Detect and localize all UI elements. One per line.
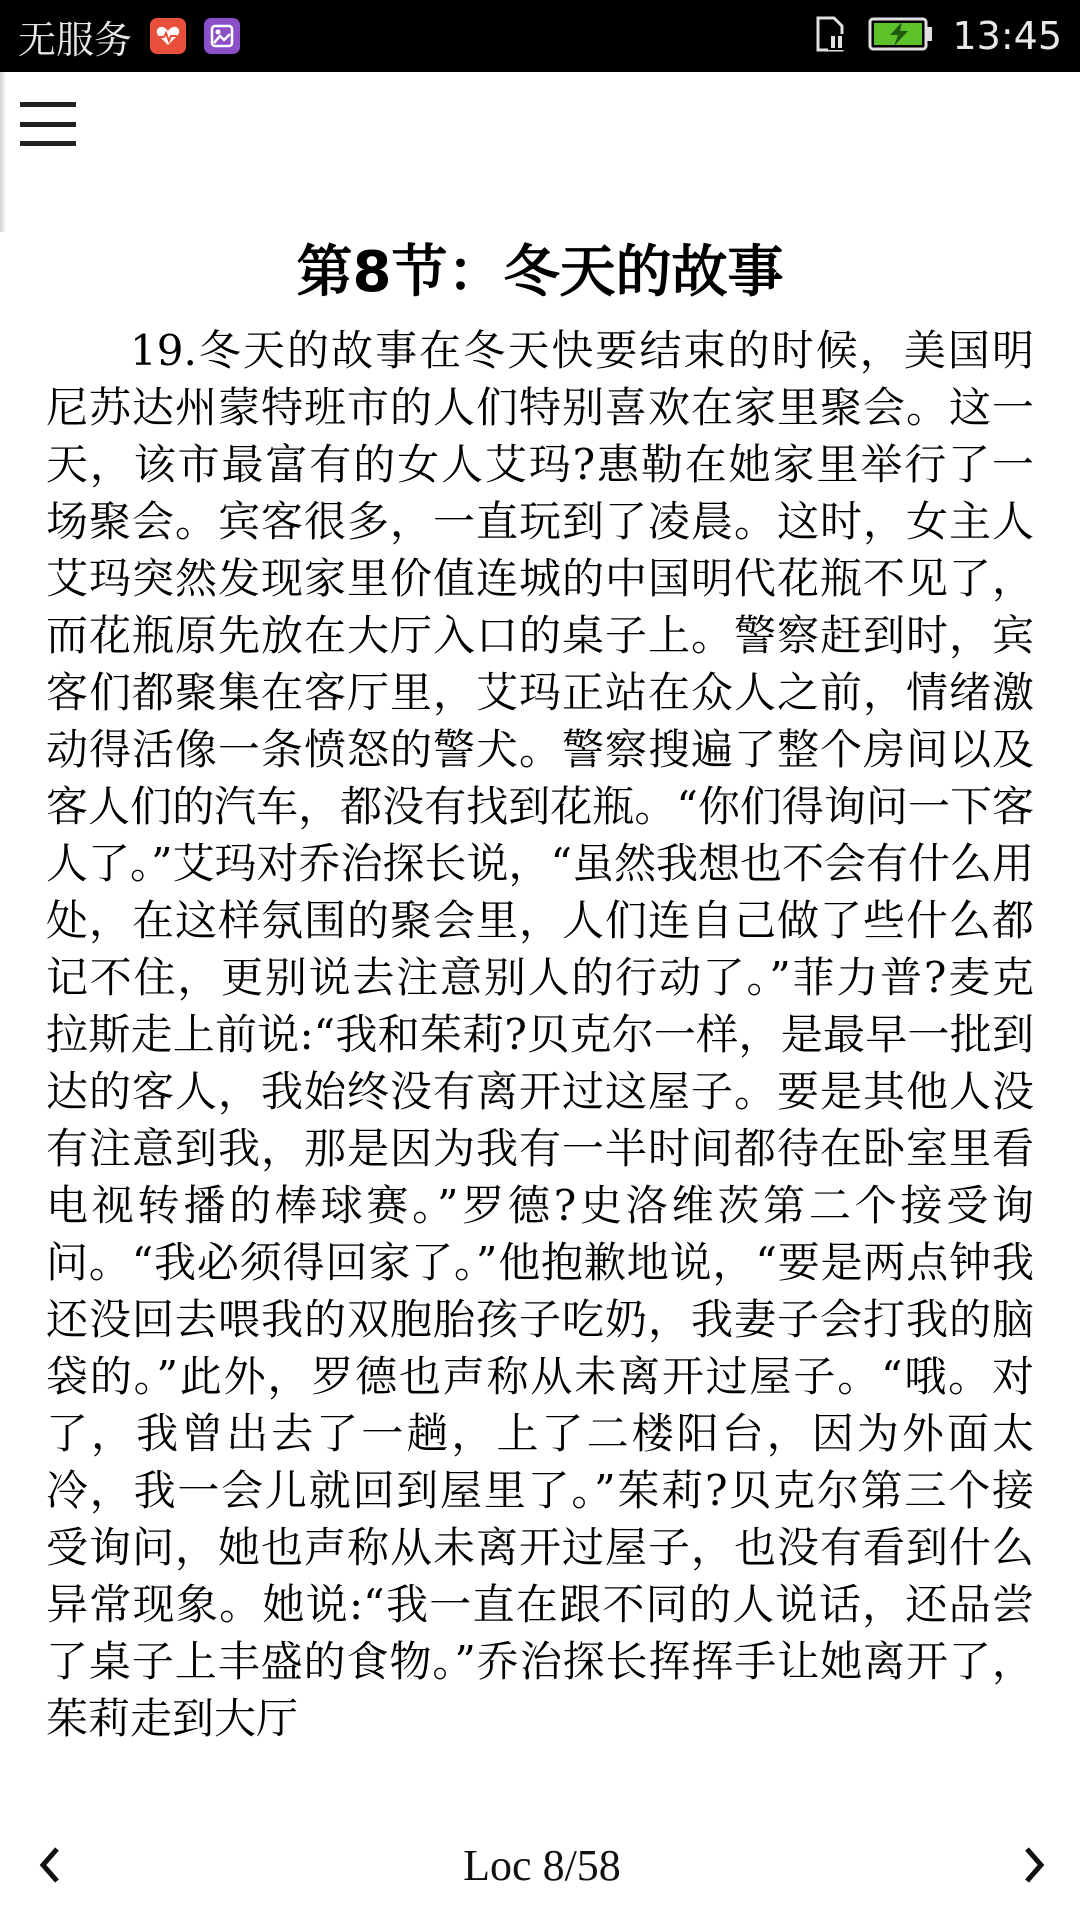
health-app-icon xyxy=(150,18,186,54)
location-indicator: Loc 8/58 xyxy=(463,1840,621,1890)
carrier-label: 无服务 xyxy=(18,17,133,62)
clock: 13:45 xyxy=(952,14,1062,58)
menu-bar-line xyxy=(20,141,76,146)
sim-card-icon xyxy=(810,14,850,58)
menu-bar-line xyxy=(20,122,76,127)
chapter-body-text: 19.冬天的故事在冬天快要结束的时候，美国明尼苏达州蒙特班市的人们特别喜欢在家里聚会。这一天，该市最富有的女人艾玛?惠勒在她家里举行了一场聚会。宾客很多，一直玩到了凌晨。这时，女主人艾玛突然发现家里价值连城的中国明代花瓶不见了，而花瓶原先放在大厅入口的桌子上。警察赶到时，宾客们都聚集在客厅里，艾玛正站在众人之前，情绪激动得活像一条愤怒的警犬。警察搜遍了整个房间以及客人们的汽车，都没有找到花瓶。“你们得询问一下客人了。”艾玛对乔治探长说，“虽然我想也不会有什么用处，在这样氛围的聚会里，人们连自己做了些什么都记不住，更别说去注意别人的行动了。”菲力普?麦克拉斯走上前说:“我和茱莉?贝克尔一样，是最早一批到达的客人，我始终没有离开过这屋子。要是其他人没有注意到我，那是因为我有一半时间都待在卧室里看电视转播的棒球赛。”罗德?史洛维茨第二个接受询问。“我必须得回家了。”他抱歉地说，“要是两点钟我还没回去喂我的双胞胎孩子吃奶，我妻子会打我的脑袋的。”此外，罗德也声称从未离开过屋子。“哦。对了，我曾出去了一趟，上了二楼阳台，因为外面太冷，我一会儿就回到屋里了。”茱莉?贝克尔第三个接受询问，她也声称从未离开过屋子，也没有看到什么异常现象。她说:“我一直在跟不同的人说话，还品尝了桌子上丰盛的食物。”乔治探长挥挥手让她离开了，茱莉走到大厅 xyxy=(46,326,1034,1743)
chapter-title: 第8节：冬天的故事 xyxy=(296,240,784,305)
drawer-edge-shadow xyxy=(0,72,6,232)
page-navigation-bar xyxy=(0,1830,1080,1900)
status-bar xyxy=(0,0,1080,72)
chevron-left-icon[interactable] xyxy=(30,1840,70,1890)
hamburger-menu-icon[interactable] xyxy=(18,100,78,148)
status-bar-left xyxy=(18,9,240,64)
menu-bar-line xyxy=(20,102,76,107)
status-bar-right xyxy=(810,14,1062,58)
gallery-app-icon xyxy=(204,18,240,54)
battery-charging-icon xyxy=(868,16,934,56)
chevron-right-icon[interactable] xyxy=(1014,1840,1054,1890)
